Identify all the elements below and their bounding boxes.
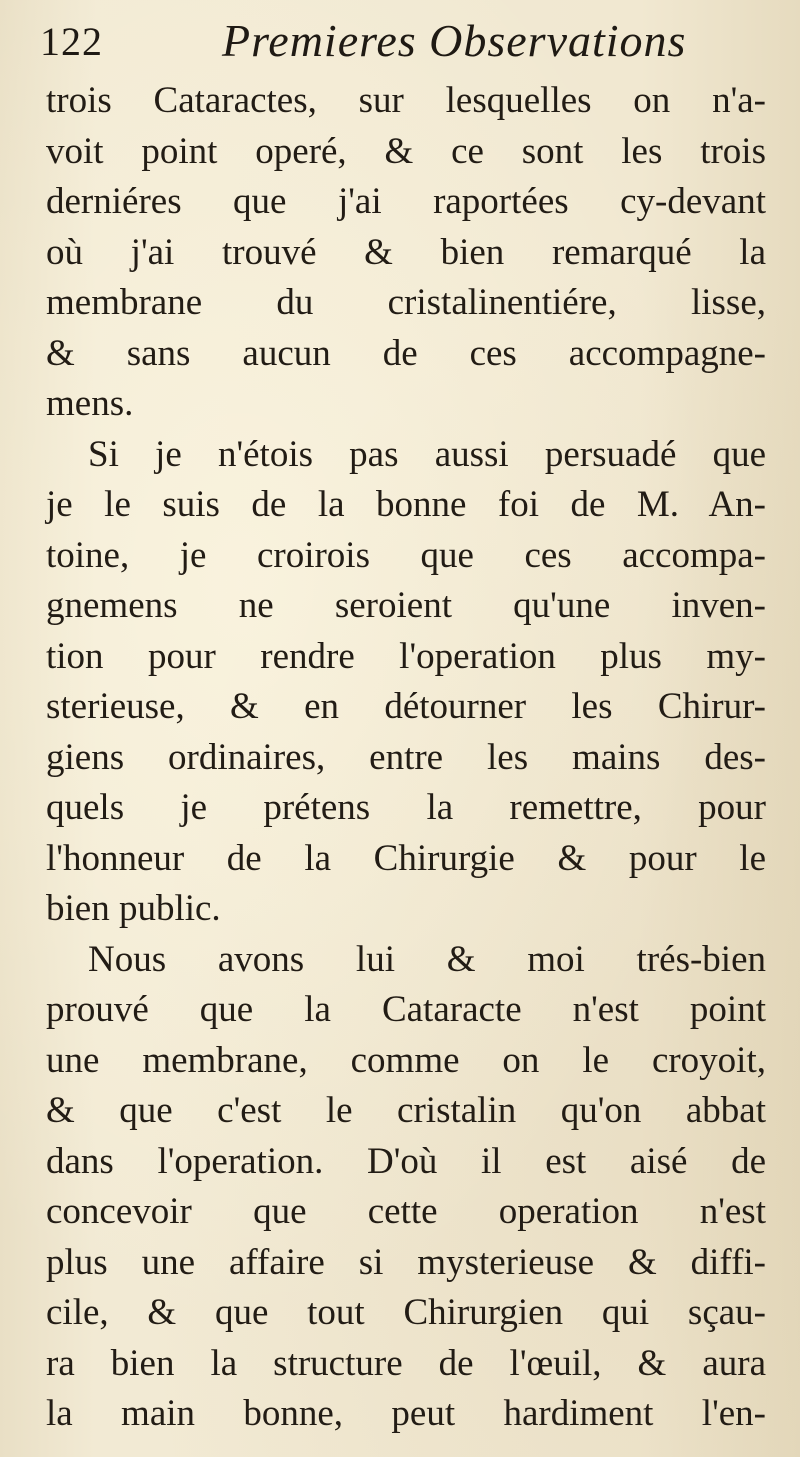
text-line: gnemens ne seroient qu'une inven- [46, 585, 766, 626]
text-line: & sans aucun de ces accompagne- [46, 332, 766, 374]
text-line: sterieuse, & en détourner les Chirur- [46, 686, 766, 727]
text-line: l'honneur de la Chirurgie & pour le [46, 837, 766, 879]
page-number: 122 [40, 19, 103, 64]
running-title: Premieres Observations [222, 15, 687, 66]
text-line: dans l'operation. D'où il est aisé de [46, 1140, 766, 1182]
page-header [40, 14, 780, 76]
text-line: & que c'est le cristalin qu'on abbat [46, 1090, 766, 1131]
text-line: tion pour rendre l'operation plus my- [46, 635, 766, 677]
text-line: Si je n'étois pas aussi persuadé que [88, 433, 766, 475]
text-line: ra bien la structure de l'œuil, & aura [46, 1342, 766, 1384]
text-line: bien public. [46, 888, 221, 929]
body-text [46, 76, 766, 1440]
text-line: une membrane, comme on le croyoit, [46, 1039, 766, 1081]
text-line: où j'ai trouvé & bien remarqué la [46, 231, 766, 273]
text-line: Nous avons lui & moi trés-bien [88, 938, 766, 980]
text-line: la main bonne, peut hardiment l'en- [46, 1393, 766, 1434]
text-line: mens. [46, 383, 134, 424]
text-line: quels je prétens la remettre, pour [46, 787, 766, 828]
text-line: toine, je croirois que ces accompa- [46, 534, 766, 576]
text-line: cile, & que tout Chirurgien qui sçau- [46, 1292, 766, 1333]
text-line: concevoir que cette operation n'est [46, 1191, 766, 1232]
text-line: prouvé que la Cataracte n'est point [46, 989, 766, 1030]
text-line: voit point operé, & ce sont les trois [46, 130, 766, 172]
text-line: derniéres que j'ai raportées cy-devant [46, 181, 766, 222]
text-line: membrane du cristalinentiére, lisse, [46, 282, 766, 323]
text-line: je le suis de la bonne foi de M. An- [46, 484, 766, 525]
text-line: plus une affaire si mysterieuse & diffi- [46, 1241, 766, 1283]
text-line: giens ordinaires, entre les mains des- [46, 736, 766, 778]
text-line: trois Cataractes, sur lesquelles on n'a- [46, 80, 766, 121]
